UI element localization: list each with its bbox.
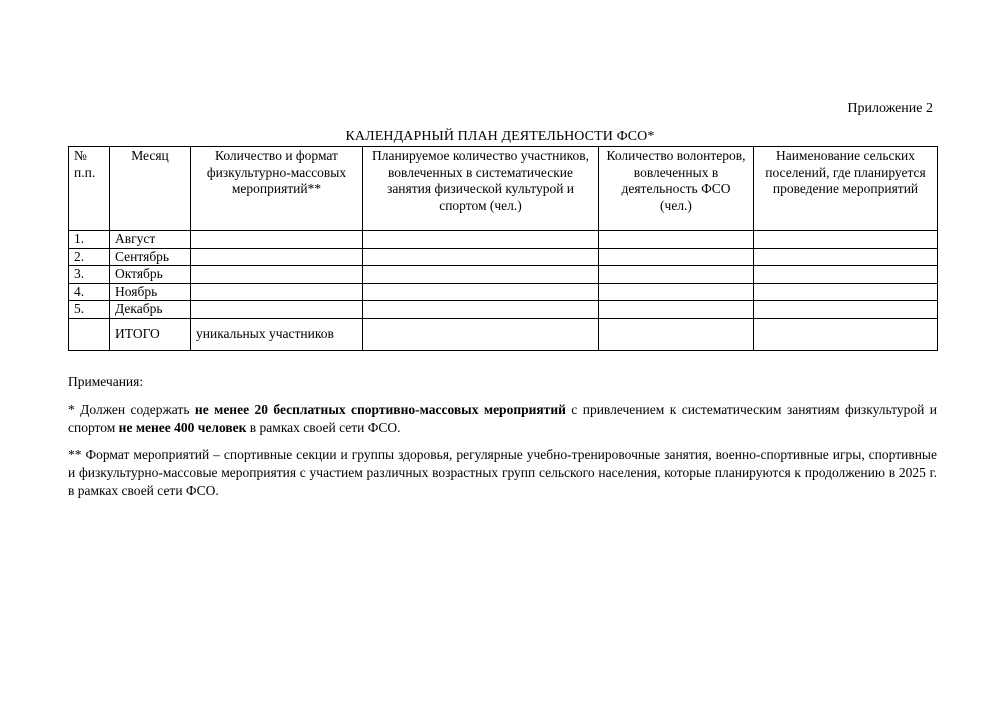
- cell-settlements[interactable]: [754, 283, 938, 301]
- cell-participants[interactable]: [363, 231, 599, 249]
- appendix-label: Приложение 2: [847, 101, 933, 116]
- notes-section: [68, 373, 937, 509]
- cell-settlements[interactable]: [754, 248, 938, 266]
- header-volunteers: Количество волонтеров, вовлеченных в деятельность ФСО (чел.): [599, 147, 754, 231]
- row-num: 2.: [69, 248, 110, 266]
- cell-volunteers[interactable]: [599, 231, 754, 249]
- header-events: Количество и формат физкультурно-массовых мероприятий**: [191, 147, 363, 231]
- row-month: Сентябрь: [110, 248, 191, 266]
- cell-participants[interactable]: [363, 248, 599, 266]
- total-settlements[interactable]: [754, 318, 938, 350]
- cell-participants[interactable]: [363, 283, 599, 301]
- total-events: уникальных участников: [191, 318, 363, 350]
- note-1: [68, 401, 937, 437]
- header-month: Месяц: [110, 147, 191, 231]
- cell-settlements[interactable]: [754, 266, 938, 284]
- row-num: 4.: [69, 283, 110, 301]
- row-month: Октябрь: [110, 266, 191, 284]
- cell-participants[interactable]: [363, 266, 599, 284]
- cell-volunteers[interactable]: [599, 248, 754, 266]
- row-month: Декабрь: [110, 301, 191, 319]
- page-title: КАЛЕНДАРНЫЙ ПЛАН ДЕЯТЕЛЬНОСТИ ФСО*: [345, 129, 655, 144]
- row-month: Ноябрь: [110, 283, 191, 301]
- note-1-text-b: с привлечением к систематическим занятиям физкультурой и спортом: [68, 402, 938, 435]
- total-num: [69, 318, 110, 350]
- table-row: [69, 283, 938, 301]
- cell-settlements[interactable]: [754, 231, 938, 249]
- notes-header: Примечания:: [68, 374, 144, 389]
- row-month: Август: [110, 231, 191, 249]
- note-1-bold-b: не менее 400 человек: [118, 420, 247, 435]
- row-num: 1.: [69, 231, 110, 249]
- total-row: [69, 318, 938, 350]
- cell-events[interactable]: [191, 248, 363, 266]
- note-2: ** Формат мероприятий – спортивные секции и группы здоровья, регулярные учебно-тренировочные занятия, военно-спортивные игры, спортивные и физкультурно-массовые мероприятия с участием различных возрастных групп сельского населения, которые планируются к продолжению в 2025 г. в рамках своей сети ФСО.: [68, 447, 937, 498]
- total-participants[interactable]: [363, 318, 599, 350]
- cell-events[interactable]: [191, 283, 363, 301]
- note-1-bold-a: не менее 20 бесплатных спортивно-массовых мероприятий: [194, 402, 566, 417]
- header-participants: Планируемое количество участников, вовлеченных в систематические занятия физической культурой и спортом (чел.): [363, 147, 599, 231]
- cell-volunteers[interactable]: [599, 266, 754, 284]
- cell-settlements[interactable]: [754, 301, 938, 319]
- cell-events[interactable]: [191, 301, 363, 319]
- table-row: [69, 248, 938, 266]
- cell-volunteers[interactable]: [599, 283, 754, 301]
- table-row: [69, 231, 938, 249]
- table-row: [69, 266, 938, 284]
- table-row: [69, 301, 938, 319]
- total-volunteers[interactable]: [599, 318, 754, 350]
- note-1-text-a: * Должен содержать: [68, 402, 195, 417]
- table-header-row: [69, 147, 938, 231]
- calendar-plan-table: [68, 146, 938, 351]
- cell-events[interactable]: [191, 266, 363, 284]
- header-num: № п.п.: [69, 147, 110, 231]
- note-1-text-c: в рамках своей сети ФСО.: [246, 420, 401, 435]
- cell-events[interactable]: [191, 231, 363, 249]
- cell-volunteers[interactable]: [599, 301, 754, 319]
- row-num: 3.: [69, 266, 110, 284]
- cell-participants[interactable]: [363, 301, 599, 319]
- total-label: ИТОГО: [110, 318, 191, 350]
- row-num: 5.: [69, 301, 110, 319]
- header-settlements: Наименование сельских поселений, где планируется проведение мероприятий: [754, 147, 938, 231]
